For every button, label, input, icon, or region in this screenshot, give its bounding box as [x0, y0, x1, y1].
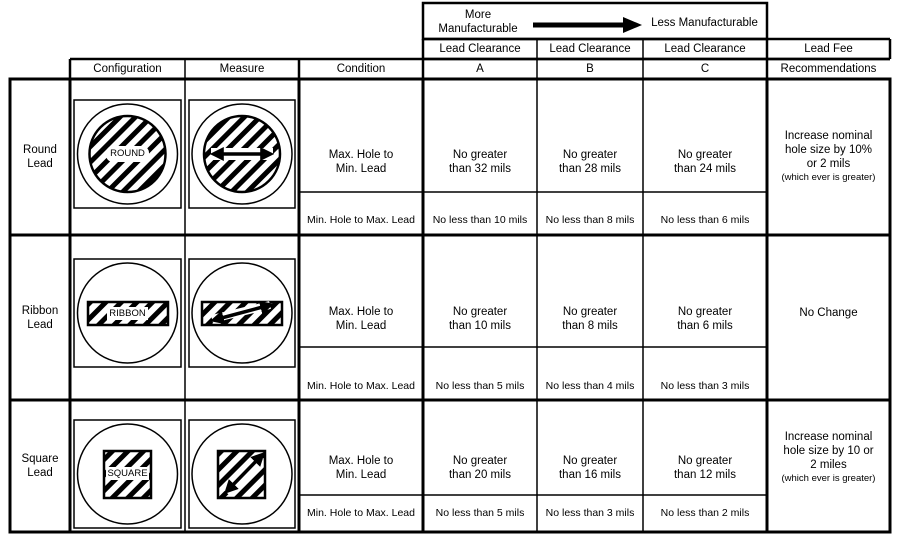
value-a-min-square: No less than 5 mils [435, 507, 525, 519]
condition-min-round: Min. Hole to Max. Lead [307, 214, 415, 226]
value-a-max-square: No greater than 20 mils [448, 455, 511, 481]
recommendation-ribbon-main: No Change [799, 307, 858, 319]
header-col-c: C [700, 63, 710, 75]
value-a-max-round: No greater than 32 mils [448, 149, 511, 175]
value-b-max-ribbon: No greater than 8 mils [562, 306, 618, 332]
recommendation-square-main: Increase nominal hole size by 10 or 2 miles [783, 431, 874, 471]
value-c-min-ribbon: No less than 3 mils [660, 380, 750, 392]
more-manufacturable-label: More Manufacturable [438, 9, 518, 35]
header-col-b: B [586, 63, 594, 75]
recommendation-round-note: (which ever is greater) [781, 172, 876, 183]
value-a-min-round: No less than 10 mils [432, 214, 528, 226]
header-recommendations: Recommendations [780, 63, 877, 75]
recommendation-round-main: Increase nominal hole size by 10% or 2 mils [784, 130, 873, 170]
header-lead-fee: Lead Fee [804, 43, 853, 55]
value-b-min-ribbon: No less than 4 mils [545, 380, 635, 392]
row-label-square-lead: Square Lead [21, 453, 59, 479]
value-c-min-square: No less than 2 mils [660, 507, 750, 519]
shape-label-ribbon: RIBBON [109, 307, 146, 319]
row-label-ribbon-lead: Ribbon Lead [21, 304, 59, 331]
recommendation-round [767, 79, 890, 235]
header-lead-clearance-a: Lead Clearance [439, 43, 521, 55]
header-col-a: A [476, 63, 484, 75]
condition-max-square: Max. Hole to Min. Lead [328, 455, 394, 481]
direction-arrow-icon [533, 17, 642, 33]
recommendation-square [767, 400, 890, 532]
shape-label-round: ROUND [110, 148, 145, 159]
shape-label-square: SQUARE [107, 467, 148, 479]
header-lead-clearance-b: Lead Clearance [549, 43, 631, 55]
less-manufacturable-label: Less Manufacturable [651, 17, 758, 29]
header-lead-clearance-c: Lead Clearance [664, 43, 746, 55]
header-condition: Condition [336, 63, 386, 75]
recommendation-square-note: (which ever is greater) [781, 473, 876, 484]
condition-max-round: Max. Hole to Min. Lead [328, 149, 394, 175]
condition-max-ribbon: Max. Hole to Min. Lead [328, 306, 394, 332]
value-c-min-round: No less than 6 mils [660, 214, 750, 226]
condition-min-square: Min. Hole to Max. Lead [307, 507, 415, 519]
value-c-max-square: No greater than 12 mils [673, 455, 736, 481]
round-measure-icon [189, 100, 295, 208]
value-b-max-square: No greater than 16 mils [558, 455, 621, 481]
recommendation-ribbon [767, 235, 890, 391]
condition-min-ribbon: Min. Hole to Max. Lead [307, 380, 415, 392]
header-configuration: Configuration [93, 63, 162, 75]
header-measure: Measure [219, 63, 265, 75]
value-c-max-round: No greater than 24 mils [673, 149, 736, 175]
value-c-max-ribbon: No greater than 6 mils [677, 306, 733, 332]
value-b-min-square: No less than 3 mils [545, 507, 635, 519]
ribbon-measure-icon [189, 259, 295, 367]
value-a-min-ribbon: No less than 5 mils [435, 380, 525, 392]
value-b-min-round: No less than 8 mils [545, 214, 635, 226]
value-b-max-round: No greater than 28 mils [558, 149, 621, 175]
value-a-max-ribbon: No greater than 10 mils [448, 306, 511, 332]
square-measure-icon [189, 420, 295, 528]
row-label-round-lead: Round Lead [23, 144, 57, 170]
